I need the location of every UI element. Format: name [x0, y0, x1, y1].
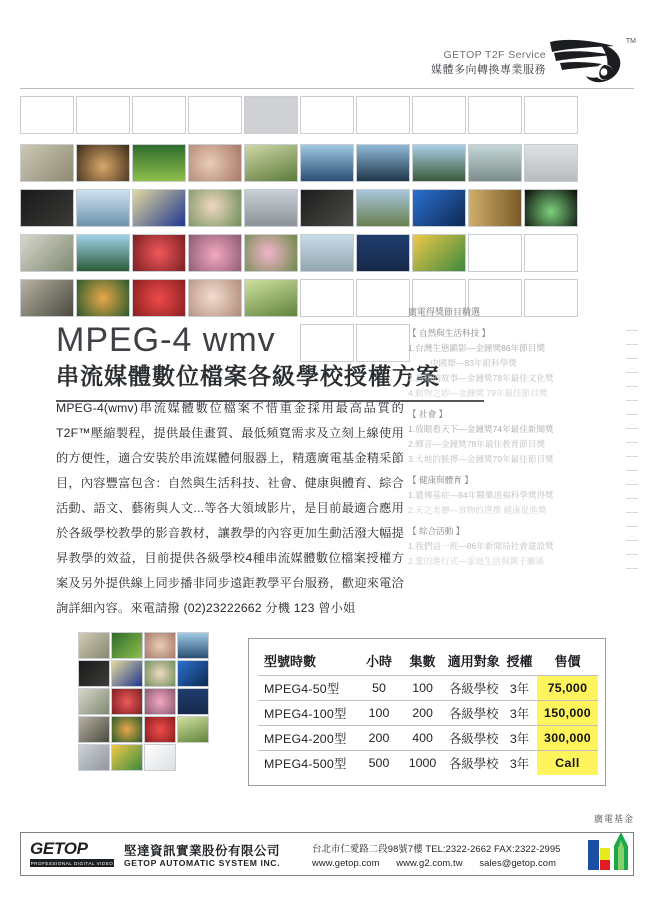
edge-tick-marks — [626, 330, 638, 582]
getop-logo-tagline: PROFESSIONAL DIGITAL VIDEO — [30, 860, 114, 866]
awards-item: 1.台灣生態顯影—金鐘獎86年節目獎 — [408, 343, 546, 353]
email-address[interactable]: sales@getop.com — [479, 857, 557, 868]
mosaic-cell — [468, 189, 522, 227]
cell-model: MPEG4-50型 — [258, 676, 358, 701]
cell-price: Call — [537, 751, 598, 776]
cell-price: 150,000 — [537, 701, 598, 726]
awards-item: 4.動物之妙—金鐘獎 79年最佳節目獎 — [408, 388, 548, 398]
awards-category: 【 健康與體育 】 — [408, 475, 473, 485]
mosaic-cell — [20, 189, 74, 227]
mosaic-cell — [132, 234, 186, 272]
mosaic-cell — [468, 96, 522, 134]
mosaic-cell — [356, 144, 410, 182]
website-primary[interactable]: www.getop.com — [312, 857, 380, 868]
mosaic-cell — [132, 96, 186, 134]
mini-thumb — [144, 660, 176, 687]
cell-license: 3年 — [502, 701, 537, 726]
col-header-model: 型號時數 — [264, 654, 317, 669]
mosaic-cell — [300, 189, 354, 227]
mosaic-cell — [20, 96, 74, 134]
mosaic-cell — [524, 96, 578, 134]
mini-thumb — [78, 744, 110, 771]
mosaic-cell — [188, 144, 242, 182]
mini-thumb — [177, 632, 209, 659]
col-header-target: 適用對象 — [447, 654, 500, 669]
table-row — [258, 701, 598, 726]
trademark-symbol: TM — [625, 38, 636, 45]
mosaic-cell — [412, 96, 466, 134]
mini-thumb — [144, 716, 176, 743]
body-copy — [56, 396, 404, 621]
cell-price: 300,000 — [537, 726, 598, 751]
mosaic-cell — [300, 279, 354, 317]
mosaic-cell — [188, 189, 242, 227]
table-row — [258, 726, 598, 751]
mini-thumb — [177, 660, 209, 687]
mini-thumb — [78, 632, 110, 659]
mini-thumb — [78, 716, 110, 743]
mini-thumb — [111, 744, 143, 771]
mosaic-cell — [76, 189, 130, 227]
mosaic-cell — [524, 144, 578, 182]
cell-target: 各級學校 — [445, 726, 502, 751]
company-address: 台北市仁愛路二段98號7樓 TEL:2322-2662 FAX:2322-2995 — [312, 843, 561, 854]
foundation-label-wrap — [594, 812, 634, 827]
sample-thumbnail-grid — [78, 632, 210, 778]
cell-model: MPEG4-200型 — [258, 726, 358, 751]
mini-thumb — [111, 716, 143, 743]
cell-license: 3年 — [502, 751, 537, 776]
mosaic-cell — [188, 234, 242, 272]
awards-category: 【 綜合活動 】 — [408, 526, 465, 536]
cell-episodes: 100 — [400, 676, 446, 701]
col-header-price: 售價 — [554, 654, 581, 669]
mosaic-cell — [524, 234, 578, 272]
col-header-hours: 小時 — [365, 654, 392, 669]
mosaic-cell — [76, 234, 130, 272]
cell-episodes: 200 — [400, 701, 446, 726]
mosaic-cell — [244, 189, 298, 227]
awards-item: 1.遺傳基症—84年醫藥道福科學獎得獎 — [408, 490, 554, 500]
awards-item: 2.鳥類的故事—金鐘獎78年最佳文化獎 — [408, 373, 554, 383]
mosaic-cell — [356, 234, 410, 272]
awards-item: 3.大地的脈搏—金鐘獎79年最佳節目獎 — [408, 454, 554, 464]
mosaic-cell — [188, 96, 242, 134]
cell-target: 各級學校 — [445, 676, 502, 701]
cell-episodes: 1000 — [400, 751, 446, 776]
mosaic-cell — [412, 234, 466, 272]
mosaic-cell — [20, 279, 74, 317]
t2f-logo-icon — [544, 36, 634, 86]
mini-thumb — [177, 688, 209, 715]
mosaic-cell — [76, 96, 130, 134]
page-header — [0, 0, 654, 92]
mosaic-cell — [356, 279, 410, 317]
cell-model: MPEG4-100型 — [258, 701, 358, 726]
mini-thumb — [111, 632, 143, 659]
mosaic-cell — [468, 234, 522, 272]
page-subtitle: 串流媒體數位檔案各級學校授權方案 — [56, 363, 440, 390]
mosaic-cell — [132, 189, 186, 227]
awards-category: 【 自然與生活科技 】 — [408, 328, 491, 338]
cell-target: 各級學校 — [445, 751, 502, 776]
cell-license: 3年 — [502, 676, 537, 701]
service-name-cn: 媒體多向轉換專業服務 — [431, 64, 546, 77]
mosaic-cell — [468, 144, 522, 182]
cell-hours: 50 — [358, 676, 399, 701]
col-header-episodes: 集數 — [409, 654, 436, 669]
cell-target: 各級學校 — [445, 701, 502, 726]
mini-thumb — [177, 716, 209, 743]
cell-model: MPEG4-500型 — [258, 751, 358, 776]
awards-item: 1.我們這一班—86年新聞局社會建設獎 — [408, 541, 554, 551]
mini-thumb — [111, 660, 143, 687]
awards-category: 【 社會 】 — [408, 409, 448, 419]
table-row — [258, 751, 598, 776]
pricing-table — [258, 648, 598, 775]
getop-logo-word: GETOP — [30, 839, 88, 858]
mosaic-cell — [300, 234, 354, 272]
mini-thumb — [111, 688, 143, 715]
mosaic-cell — [356, 96, 410, 134]
mosaic-cell — [132, 144, 186, 182]
mosaic-cell — [188, 279, 242, 317]
mosaic-cell — [132, 279, 186, 317]
mosaic-cell — [300, 96, 354, 134]
company-name-en: GETOP AUTOMATIC SYSTEM INC. — [124, 858, 281, 868]
header-divider — [20, 88, 634, 89]
awards-column — [408, 305, 608, 569]
cell-license: 3年 — [502, 726, 537, 751]
mosaic-cell — [412, 144, 466, 182]
service-name-en: GETOP T2F Service — [443, 49, 546, 61]
awards-item: 2.愛的進行式—家庭生活與親子關係 — [408, 556, 545, 566]
page-title: MPEG-4 wmv — [56, 321, 276, 359]
cell-hours: 200 — [358, 726, 399, 751]
mini-thumb — [144, 688, 176, 715]
foundation-label: 廣電基金 — [593, 814, 634, 824]
awards-item: 1.放眼看天下—金鐘獎74年最佳新聞獎 — [408, 424, 554, 434]
website-secondary[interactable]: www.g2.com.tw — [396, 857, 463, 868]
cell-episodes: 400 — [400, 726, 446, 751]
company-contacts — [312, 857, 570, 868]
mosaic-cell — [524, 189, 578, 227]
awards-item: 中國犛—83年組科學獎 — [430, 358, 517, 368]
mini-thumb — [78, 688, 110, 715]
mosaic-cell — [244, 144, 298, 182]
cell-price: 75,000 — [537, 676, 598, 701]
body-paragraph: MPEG-4(wmv)串流媒體數位檔案不惜重金採用最高品質的T2F™壓縮製程，提供最佳畫質、最低頻寬需求及立刻上線使用的方便性，適合安裝於串流媒體伺服器上，精選廣電基金精采節目，內容豐富包含：自然與生活科技、社會、健康與體育、綜合活動、語文、藝術與人文...等各大領域影片，是目前最適合應用於各級學校教學的影音教材，讓教學的內容更加生動活潑大幅提昇教學的效益，目前提供各級學校4種串流媒體數位檔案授權方案及另外提供線上同步播非同步遠距教學平台服務，歡迎來電洽詢詳細內容。來電請撥 (02)23222662 分機 123 曾小姐 — [56, 401, 404, 615]
cell-hours: 500 — [358, 751, 399, 776]
mosaic-cell — [356, 189, 410, 227]
mini-thumb — [144, 744, 176, 771]
awards-heading: 廣電得獎節目精選 — [408, 307, 481, 317]
mosaic-cell — [244, 279, 298, 317]
header-service-text — [431, 48, 546, 79]
company-name-cn: 堅達資訊實業股份有限公司 — [124, 844, 281, 858]
awards-item: 2.天之美麗—食物的選擇 健康促進獎 — [408, 505, 547, 515]
table-header-row — [258, 648, 598, 676]
mosaic-cell — [244, 234, 298, 272]
mini-thumb — [144, 632, 176, 659]
table-row — [258, 676, 598, 701]
mosaic-cell — [76, 279, 130, 317]
footer — [20, 832, 634, 876]
mosaic-cell — [20, 144, 74, 182]
mosaic-cell — [300, 144, 354, 182]
mosaic-cell — [20, 234, 74, 272]
mosaic-cell — [412, 189, 466, 227]
cell-hours: 100 — [358, 701, 399, 726]
mini-thumb — [78, 660, 110, 687]
awards-item: 2.鄉音—金鐘獎78年最佳教育節目獎 — [408, 439, 546, 449]
mosaic-cell — [244, 96, 298, 134]
col-header-license: 授權 — [506, 654, 533, 669]
getop-logo — [30, 840, 114, 867]
mosaic-cell — [76, 144, 130, 182]
